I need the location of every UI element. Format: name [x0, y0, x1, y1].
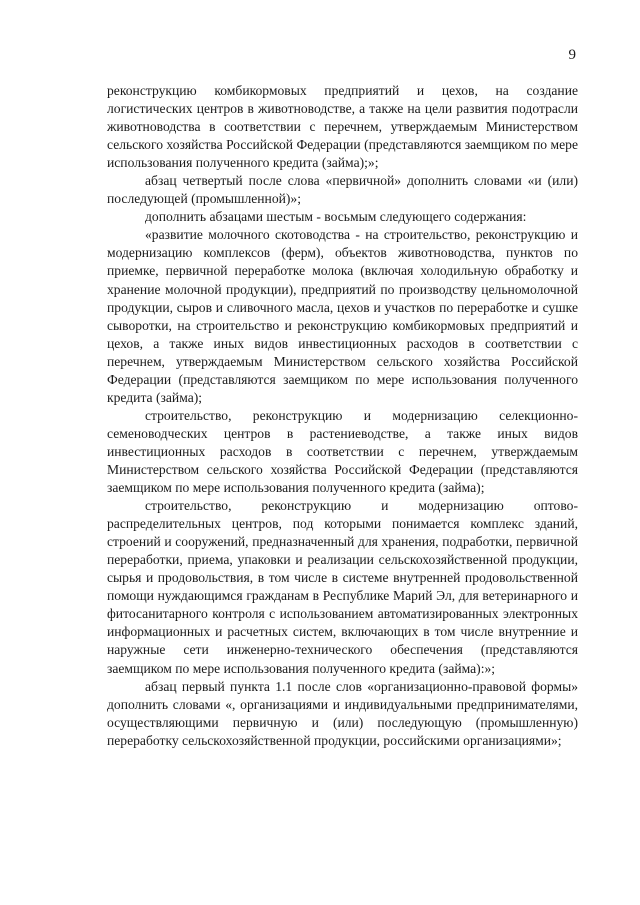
paragraph-continuation: реконструкцию комбикормовых предприятий и цехов, на создание логистических центров в животноводстве, а также на цели развития подотрасли животноводства в соответствии с перечнем, утверждаемым Министерством сельского хозяйства Российской Федерации (представляются заемщиком по мере использования полученного кредита (займа);»; — [107, 83, 578, 171]
page-number: 9 — [568, 47, 576, 63]
paragraph-amendment-add: дополнить абзацами шестым - восьмым следующего содержания: — [145, 209, 527, 225]
paragraph-breeding-centers: строительство, реконструкцию и модернизацию селекционно-семеноводческих центров в растениеводстве, а также иных видов инвестиционных расходов в соответствии с перечнем, утверждаемым Министерством сельского хозяйства Российской Федерации (представляются заемщиком по мере использования полученного кредита (займа); — [107, 407, 578, 496]
document-body — [107, 82, 578, 750]
paragraph-amendment-fourth: абзац четвертый после слова «первичной» дополнить словами «и (или) последующей (промышленной)»; — [107, 173, 578, 207]
paragraph-dairy-farming: «развитие молочного скотоводства - на строительство, реконструкцию и модернизацию комплексов (ферм), объектов животноводства, пунктов по приемке, первичной переработке молока (включая холодильную обработку и хранение молочной продукции), предприятий по производству цельномолочной продукции, сыров и сливочного масла, цехов и участков по переработке и сушке сыворотки, на строительство и реконструкцию комбикормовых предприятий и цехов, а также иных видов инвестиционных расходов в соответствии с перечнем, утверждаемым Министерством сельского хозяйства Российской Федерации (представляются заемщиком по мере использования полученного кредита (займа); — [107, 227, 578, 405]
paragraph-clause-1-1: абзац первый пункта 1.1 после слов «организационно-правовой формы» дополнить словами «, организациями и индивидуальными предпринимателями, осуществляющими первичную и (или) последующую (промышленную) переработку сельскохозяйственной продукции, российскими организациями»; — [107, 678, 578, 748]
paragraph-distribution-centers: строительство, реконструкцию и модернизацию оптово-распределительных центров, под которыми понимается комплекс зданий, строений и сооружений, предназначенный для хранения, подработки, первичной переработки, приема, упаковки и реализации сельскохозяйственной продукции, сырья и продовольствия, в том числе в системе внутренней продовольственной помощи нуждающимся гражданам в Республике Марий Эл, для ветеринарного и фитосанитарного контроля с использованием автоматизированных электронных информационных и расчетных систем, включающих в том числе внутренние и наружные сети инженерно-технического обеспечения (представляются заемщиком по мере использования полученного кредита (займа):»; — [107, 498, 578, 676]
